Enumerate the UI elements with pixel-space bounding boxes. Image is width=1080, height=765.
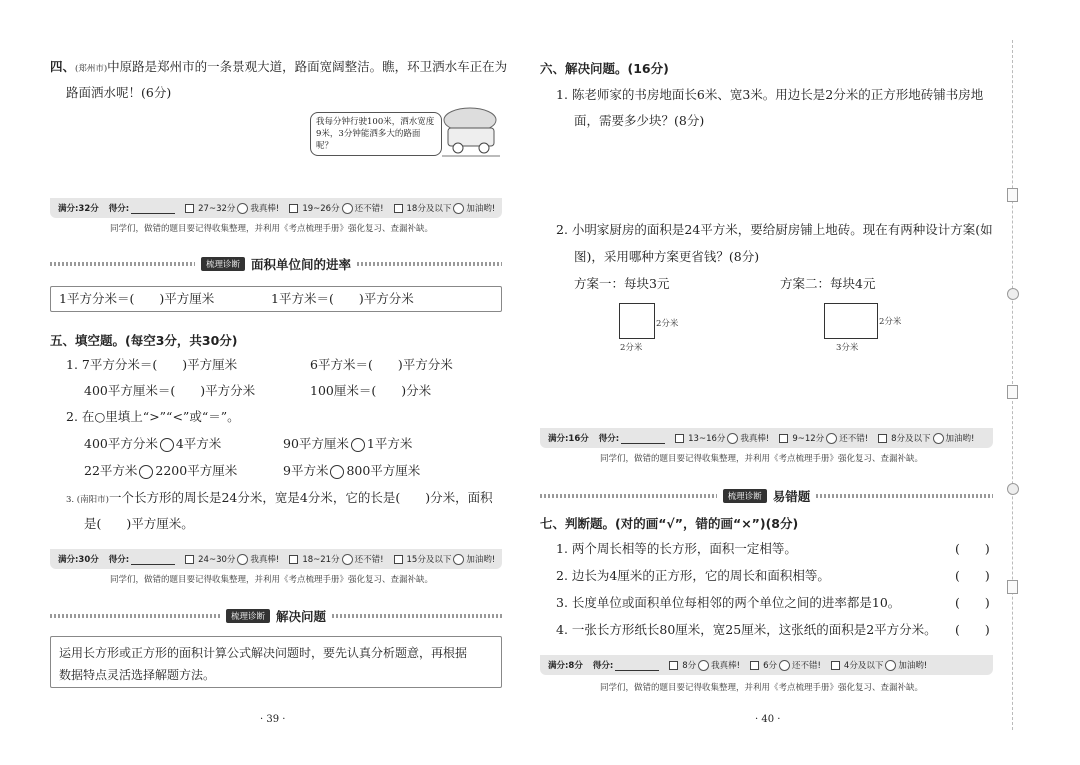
q6-p2a: 2. 小明家厨房的面积是24平方米，要给厨房铺上地砖。现在有两种设计方案(如 xyxy=(556,222,993,237)
score-blank[interactable] xyxy=(621,433,665,444)
score-got: 得分: xyxy=(593,659,659,671)
q5-item2: 2. 在○里填上“>”“<”或“＝”。 xyxy=(66,409,240,424)
smile-icon xyxy=(237,554,248,565)
smile-icon xyxy=(342,203,353,214)
smile-icon xyxy=(727,433,738,444)
checkbox-icon xyxy=(185,555,194,564)
answer-paren-2[interactable]: ( ) xyxy=(955,568,990,583)
score-got: 得分: xyxy=(109,553,175,565)
compare-circle[interactable] xyxy=(160,438,174,452)
score-note: 同学们，做错的题目要记得收集整理，并利用《考点梳理手册》强化复习、查漏补缺。 xyxy=(110,224,434,234)
unit-rate-m2-dm2: 1平方米＝( )平方分米 xyxy=(271,291,414,306)
water-truck-illustration xyxy=(440,104,502,158)
smile-icon xyxy=(453,203,464,214)
score-bar-q6: 满分:16分 得分: 13~16分 我真棒! 9~12分 还不错! 8分及以下 加油哟! xyxy=(540,428,993,448)
answer-paren-4[interactable]: ( ) xyxy=(955,622,990,637)
q5-item3b: 是( )平方厘米。 xyxy=(84,516,194,531)
binding-mark xyxy=(1007,188,1018,202)
rating-option-2[interactable]: 9~12分 还不错! xyxy=(779,432,868,444)
smile-icon xyxy=(933,433,944,444)
plan-a-tile xyxy=(619,303,655,339)
smile-icon xyxy=(237,203,248,214)
tip-box: 运用长方形或正方形的面积计算公式解决问题时，要先认真分析题意，再根据 数据特点灵活选择解题方法。 xyxy=(50,636,502,688)
rating-option-1[interactable]: 27~32分 我真棒! xyxy=(185,202,279,214)
rating-option-2[interactable]: 6分 还不错! xyxy=(750,659,821,671)
smile-icon xyxy=(698,660,709,671)
plan-b-side: 2分米 xyxy=(879,317,902,327)
plan-b-tile xyxy=(824,303,878,339)
rating-option-2[interactable]: 19~26分 还不错! xyxy=(289,202,383,214)
score-bar-q7: 满分:8分 得分: 8分 我真棒! 6分 还不错! 4分及以下 加油哟! xyxy=(540,655,993,675)
answer-paren-1[interactable]: ( ) xyxy=(955,541,990,556)
q5-item3: 3. (南阳市)一个长方形的周长是24分米，宽是4分米，它的长是( )分米，面积 xyxy=(66,490,493,505)
q6-p1a: 1. 陈老师家的书房地面长6米、宽3米。用边长是2分米的正方形地砖铺书房地 xyxy=(556,87,984,102)
score-note: 同学们，做错的题目要记得收集整理，并利用《考点梳理手册》强化复习、查漏补缺。 xyxy=(600,454,924,464)
q7-heading: 七、判断题。(对的画“√”，错的画“×”)(8分) xyxy=(540,516,799,531)
judge-statement-2: 2. 边长为4厘米的正方形，它的周长和面积相等。 xyxy=(556,568,830,583)
q6-heading: 六、解决问题。(16分) xyxy=(540,61,669,76)
checkbox-icon xyxy=(669,661,678,670)
section-tag: 梳理诊断 xyxy=(226,609,270,623)
q5-item1a: 1. 7平方分米＝( )平方厘米 xyxy=(66,357,238,372)
section-tag: 梳理诊断 xyxy=(201,257,245,271)
score-blank[interactable] xyxy=(131,554,175,565)
q5-item1b: 6平方米＝( )平方分米 xyxy=(310,357,453,372)
q5-item1c: 400平方厘米＝( )平方分米 xyxy=(84,383,256,398)
q5-item1d: 100厘米＝( )分米 xyxy=(310,383,432,398)
plan-b-label: 方案二：每块4元 xyxy=(780,276,876,291)
section-tag: 梳理诊断 xyxy=(723,489,767,503)
compare-row2a: 22平方米 2200平方厘米 xyxy=(84,463,238,478)
section-header-unit-rates xyxy=(50,255,502,273)
page-number-left: · 39 · xyxy=(260,714,286,725)
plan-a-side: 2分米 xyxy=(656,319,679,329)
smile-icon xyxy=(453,554,464,565)
answer-paren-3[interactable]: ( ) xyxy=(955,595,990,610)
score-blank[interactable] xyxy=(615,660,659,671)
q4-line2: 路面洒水呢！(6分) xyxy=(66,85,172,100)
q4-line1: 四、(郑州市)中原路是郑州市的一条景观大道，路面宽阔整洁。瞧，环卫洒水车正在为 xyxy=(50,59,508,74)
q5-heading: 五、填空题。(每空3分，共30分) xyxy=(50,333,238,348)
compare-circle[interactable] xyxy=(351,438,365,452)
section-title: 易错题 xyxy=(772,489,811,504)
plan-b-bottom: 3分米 xyxy=(836,343,859,353)
page-number-right: · 40 · xyxy=(755,714,781,725)
checkbox-icon xyxy=(750,661,759,670)
checkbox-icon xyxy=(675,434,684,443)
section-title: 面积单位间的进率 xyxy=(251,257,352,272)
unit-rate-box xyxy=(50,286,502,312)
judge-statement-4: 4. 一张长方形纸长80厘米，宽25厘米，这张纸的面积是2平方分米。 xyxy=(556,622,937,637)
checkbox-icon xyxy=(289,555,298,564)
rating-option-3[interactable]: 18分及以下 加油哟! xyxy=(394,202,496,214)
score-got: 得分: xyxy=(599,432,665,444)
smile-icon xyxy=(779,660,790,671)
binding-hole xyxy=(1007,288,1019,300)
section-header-error-prone xyxy=(540,487,993,505)
judge-statement-1: 1. 两个周长相等的长方形，面积一定相等。 xyxy=(556,541,797,556)
score-note: 同学们，做错的题目要记得收集整理，并利用《考点梳理手册》强化复习、查漏补缺。 xyxy=(600,683,924,693)
checkbox-icon xyxy=(394,555,403,564)
unit-rate-dm2-cm2: 1平方分米＝( )平方厘米 xyxy=(59,291,215,306)
q6-p1b: 面，需要多少块？(8分) xyxy=(574,113,705,128)
smile-icon xyxy=(885,660,896,671)
judge-statement-3: 3. 长度单位或面积单位每相邻的两个单位之间的进率都是10。 xyxy=(556,595,901,610)
score-blank[interactable] xyxy=(131,203,175,214)
plan-a-label: 方案一：每块3元 xyxy=(574,276,670,291)
rating-option-3[interactable]: 15分及以下 加油哟! xyxy=(394,553,496,565)
binding-mark xyxy=(1007,580,1018,594)
rating-option-1[interactable]: 13~16分 我真棒! xyxy=(675,432,769,444)
rating-option-3[interactable]: 8分及以下 加油哟! xyxy=(878,432,974,444)
rating-option-1[interactable]: 8分 我真棒! xyxy=(669,659,740,671)
checkbox-icon xyxy=(831,661,840,670)
compare-row2b: 9平方米 800平方厘米 xyxy=(283,463,421,478)
checkbox-icon xyxy=(185,204,194,213)
checkbox-icon xyxy=(878,434,887,443)
checkbox-icon xyxy=(289,204,298,213)
rating-option-1[interactable]: 24~30分 我真棒! xyxy=(185,553,279,565)
compare-row1a: 400平方分米 4平方米 xyxy=(84,436,222,451)
section-title: 解决问题 xyxy=(276,609,327,624)
binding-hole xyxy=(1007,483,1019,495)
smile-icon xyxy=(342,554,353,565)
plan-a-bottom: 2分米 xyxy=(620,343,643,353)
section-header-solve xyxy=(50,607,502,625)
rating-option-2[interactable]: 18~21分 还不错! xyxy=(289,553,383,565)
compare-circle[interactable] xyxy=(139,465,153,479)
checkbox-icon xyxy=(779,434,788,443)
score-got: 得分: xyxy=(109,202,175,214)
smile-icon xyxy=(826,433,837,444)
rating-option-3[interactable]: 4分及以下 加油哟! xyxy=(831,659,927,671)
speech-bubble: 我每分钟行驶100米，洒水宽度9米，3分钟能洒多大的路面呢？ xyxy=(310,112,442,156)
checkbox-icon xyxy=(394,204,403,213)
binding-mark xyxy=(1007,385,1018,399)
score-note: 同学们，做错的题目要记得收集整理，并利用《考点梳理手册》强化复习、查漏补缺。 xyxy=(110,575,434,585)
compare-circle[interactable] xyxy=(330,465,344,479)
q6-p2b: 图)，采用哪种方案更省钱？(8分) xyxy=(574,249,760,264)
score-bar-q4: 满分:32分 得分: 27~32分 我真棒! 19~26分 还不错! 18分及以下 加油哟! xyxy=(50,198,502,218)
compare-row1b: 90平方厘米 1平方米 xyxy=(283,436,413,451)
score-bar-q5: 满分:30分 得分: 24~30分 我真棒! 18~21分 还不错! 15分及以下 加油哟! xyxy=(50,549,502,569)
